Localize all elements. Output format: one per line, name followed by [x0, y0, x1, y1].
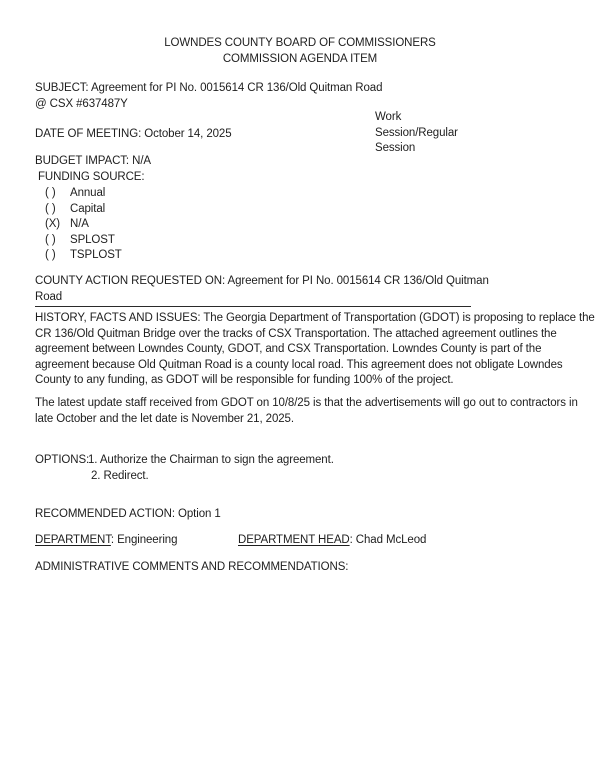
history-line: County to any funding, as GDOT will be responsible for funding 100% of the project.	[35, 374, 454, 387]
county-action-line2: Road	[35, 290, 63, 303]
checkbox-annual: ( )	[45, 187, 56, 199]
funding-option-splost	[45, 233, 122, 249]
header-title-line1: LOWNDES COUNTY BOARD OF COMMISSIONERS	[164, 37, 436, 49]
funding-option-label: TSPLOST	[70, 249, 122, 262]
county-action-line1: COUNTY ACTION REQUESTED ON: Agreement for PI No. 0015614 CR 136/Old Quitman	[35, 275, 489, 287]
checkbox-capital: ( )	[45, 202, 56, 215]
option-1: 1. Authorize the Chairman to sign the agreement.	[88, 454, 334, 466]
budget-impact: BUDGET IMPACT: N/A	[35, 155, 151, 167]
funding-option-label: N/A	[70, 218, 89, 231]
funding-option-capital	[45, 202, 122, 218]
checkbox-tsplost: ( )	[45, 249, 56, 262]
checkbox-na-checked: (X)	[45, 218, 61, 231]
divider-line	[35, 306, 471, 307]
update-paragraph	[35, 396, 578, 427]
funding-option-label: SPLOST	[70, 233, 115, 246]
history-line: HISTORY, FACTS AND ISSUES: The Georgia Department of Transportation (GDOT) is proposing to replace the	[35, 312, 595, 324]
recommended-action: RECOMMENDED ACTION: Option 1	[35, 508, 221, 520]
funding-option-label: Capital	[70, 202, 106, 215]
subject-line1: SUBJECT: Agreement for PI No. 0015614 CR 136/Old Quitman Road	[35, 82, 383, 94]
funding-option-label: Annual	[70, 187, 106, 199]
history-paragraph	[35, 311, 595, 389]
department-head-block	[238, 533, 426, 549]
subject-block	[35, 81, 382, 112]
document-header	[0, 36, 600, 67]
session-type: Work Session/Regular Session	[375, 111, 458, 155]
checkbox-splost: ( )	[45, 233, 56, 246]
history-line: agreement between Lowndes County, GDOT, and CSX Transportation. Lowndes County is part of the	[35, 343, 542, 356]
department-label: DEPARTMENT	[35, 534, 111, 546]
department-value: : Engineering	[110, 534, 178, 546]
department-block	[35, 533, 177, 549]
header-title-line2: COMMISSION AGENDA ITEM	[222, 52, 378, 65]
county-action-block	[35, 274, 489, 305]
options-label: OPTIONS:	[35, 454, 90, 466]
history-line: CR 136/Old Quitman Bridge over the tracks of CSX Transportation. The attached agreement outlines the	[35, 327, 557, 340]
options-list	[88, 453, 334, 484]
option-2: 2. Redirect.	[91, 469, 149, 482]
funding-source-label: FUNDING SOURCE:	[38, 171, 145, 183]
update-line: late October and the let date is November 21, 2025.	[35, 412, 294, 425]
department-head-label: DEPARTMENT HEAD	[238, 534, 350, 546]
funding-option-tsplost	[45, 248, 122, 264]
date-of-meeting: DATE OF MEETING: October 14, 2025	[35, 128, 232, 140]
funding-option-na	[45, 217, 122, 233]
department-head-value: : Chad McLeod	[349, 534, 427, 546]
history-line: agreement because Old Quitman Road is a county local road. This agreement does not obligate Lowndes	[35, 358, 563, 371]
update-line: The latest update staff received from GDOT on 10/8/25 is that the advertisements will go out to contractors in	[35, 397, 578, 409]
subject-line2: @ CSX #637487Y	[35, 97, 128, 110]
admin-comments-heading: ADMINISTRATIVE COMMENTS AND RECOMMENDATIONS:	[35, 561, 349, 573]
funding-source-list	[45, 186, 122, 264]
funding-option-annual	[45, 186, 122, 202]
